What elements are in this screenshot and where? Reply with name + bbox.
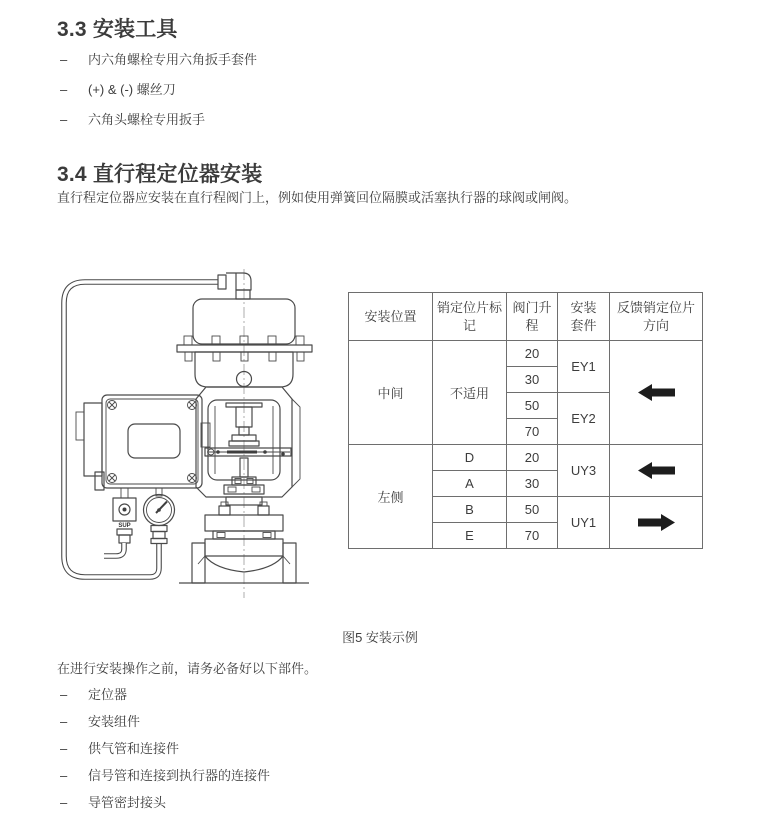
bullet-dash: – bbox=[60, 768, 68, 783]
table-row bbox=[349, 445, 703, 471]
bullet-dash: – bbox=[60, 741, 68, 756]
section-3-3-heading: 3.3 安装工具 bbox=[57, 18, 178, 41]
list-item bbox=[57, 713, 657, 731]
list-item-label: 内六角螺栓专用六角扳手套件 bbox=[88, 52, 258, 67]
conduit-entry bbox=[95, 472, 104, 490]
section-3-4-heading: 3.4 直行程定位器安装 bbox=[57, 163, 263, 186]
pin-mark-cell: 不适用 bbox=[433, 341, 507, 445]
bullet-dash: – bbox=[60, 687, 68, 702]
sup-label: SUP bbox=[118, 523, 131, 529]
list-item-label: 定位器 bbox=[88, 687, 128, 702]
position-cell: 中间 bbox=[349, 341, 433, 445]
list-item bbox=[57, 767, 657, 785]
lift-cell: 50 bbox=[507, 497, 558, 523]
bullet-dash: – bbox=[60, 714, 68, 729]
table-row bbox=[349, 341, 703, 367]
list-item bbox=[57, 794, 657, 812]
col-header-valve-lift: 阀门升程 bbox=[507, 293, 558, 341]
lift-cell: 30 bbox=[507, 471, 558, 497]
positioner-window bbox=[128, 424, 180, 458]
col-header-feedback-direction: 反馈销定位片方向 bbox=[610, 293, 703, 341]
bullet-dash: – bbox=[60, 112, 68, 127]
tools-list bbox=[57, 51, 657, 141]
bullet-dash: – bbox=[60, 795, 68, 810]
feedback-arrow-right-icon bbox=[638, 514, 675, 531]
lift-cell: 20 bbox=[507, 341, 558, 367]
lift-cell: 20 bbox=[507, 445, 558, 471]
preparation-intro: 在进行安装操作之前，请务必备好以下部件。 bbox=[57, 661, 318, 676]
pin-mark-cell: E bbox=[433, 523, 507, 549]
kit-cell: EY2 bbox=[558, 393, 610, 445]
valve-positioner-diagram bbox=[55, 266, 340, 601]
section-3-4-intro: 直行程定位器应安装在直行程阀门上，例如使用弹簧回位隔膜或活塞执行器的球阀或闸阀。 bbox=[57, 190, 578, 205]
list-item-label: 信号管和连接到执行器的连接件 bbox=[88, 768, 271, 783]
direction-cell bbox=[610, 497, 703, 549]
direction-cell bbox=[610, 341, 703, 445]
col-header-pin-mark: 销定位片标记 bbox=[433, 293, 507, 341]
lift-cell: 70 bbox=[507, 523, 558, 549]
list-item-label: 导管密封接头 bbox=[88, 795, 167, 810]
list-item bbox=[57, 740, 657, 758]
lift-cell: 30 bbox=[507, 367, 558, 393]
bullet-dash: – bbox=[60, 82, 68, 97]
valve-positioner-diagram-svg bbox=[55, 266, 340, 601]
list-item bbox=[57, 686, 657, 704]
lift-cell: 50 bbox=[507, 393, 558, 419]
list-item bbox=[57, 51, 657, 69]
mounting-bracket bbox=[84, 403, 102, 476]
list-item-label: 安装组件 bbox=[88, 714, 141, 729]
list-item-label: 六角头螺栓专用扳手 bbox=[88, 112, 206, 127]
bullet-dash: – bbox=[60, 52, 68, 67]
pin-mark-cell: A bbox=[433, 471, 507, 497]
figure-caption: 图5 安装示例 bbox=[342, 630, 418, 645]
actuator-dome bbox=[177, 299, 312, 387]
installation-spec-table bbox=[348, 292, 703, 549]
sup-port bbox=[104, 488, 136, 556]
pressure-gauge-icon bbox=[144, 488, 175, 544]
position-cell: 左侧 bbox=[349, 445, 433, 549]
lift-cell: 70 bbox=[507, 419, 558, 445]
kit-cell: EY1 bbox=[558, 341, 610, 393]
direction-cell bbox=[610, 445, 703, 497]
feedback-lever bbox=[205, 448, 291, 456]
col-header-position: 安装位置 bbox=[349, 293, 433, 341]
kit-cell: UY3 bbox=[558, 445, 610, 497]
air-tube bbox=[64, 282, 218, 577]
preparation-list bbox=[57, 686, 657, 821]
corner-screw-icons bbox=[108, 401, 197, 483]
feedback-arrow-left-icon bbox=[638, 462, 675, 479]
elbow-fitting bbox=[218, 273, 251, 299]
col-header-kit: 安装套件 bbox=[558, 293, 610, 341]
kit-cell: UY1 bbox=[558, 497, 610, 549]
list-item bbox=[57, 111, 657, 129]
list-item bbox=[57, 81, 657, 99]
positioner-box bbox=[76, 395, 210, 490]
pin-mark-cell: B bbox=[433, 497, 507, 523]
table-header-row bbox=[349, 293, 703, 341]
list-item-label: (+) & (-) 螺丝刀 bbox=[88, 82, 176, 97]
list-item-label: 供气管和连接件 bbox=[88, 741, 180, 756]
feedback-arrow-left-icon bbox=[638, 384, 675, 401]
pin-mark-cell: D bbox=[433, 445, 507, 471]
